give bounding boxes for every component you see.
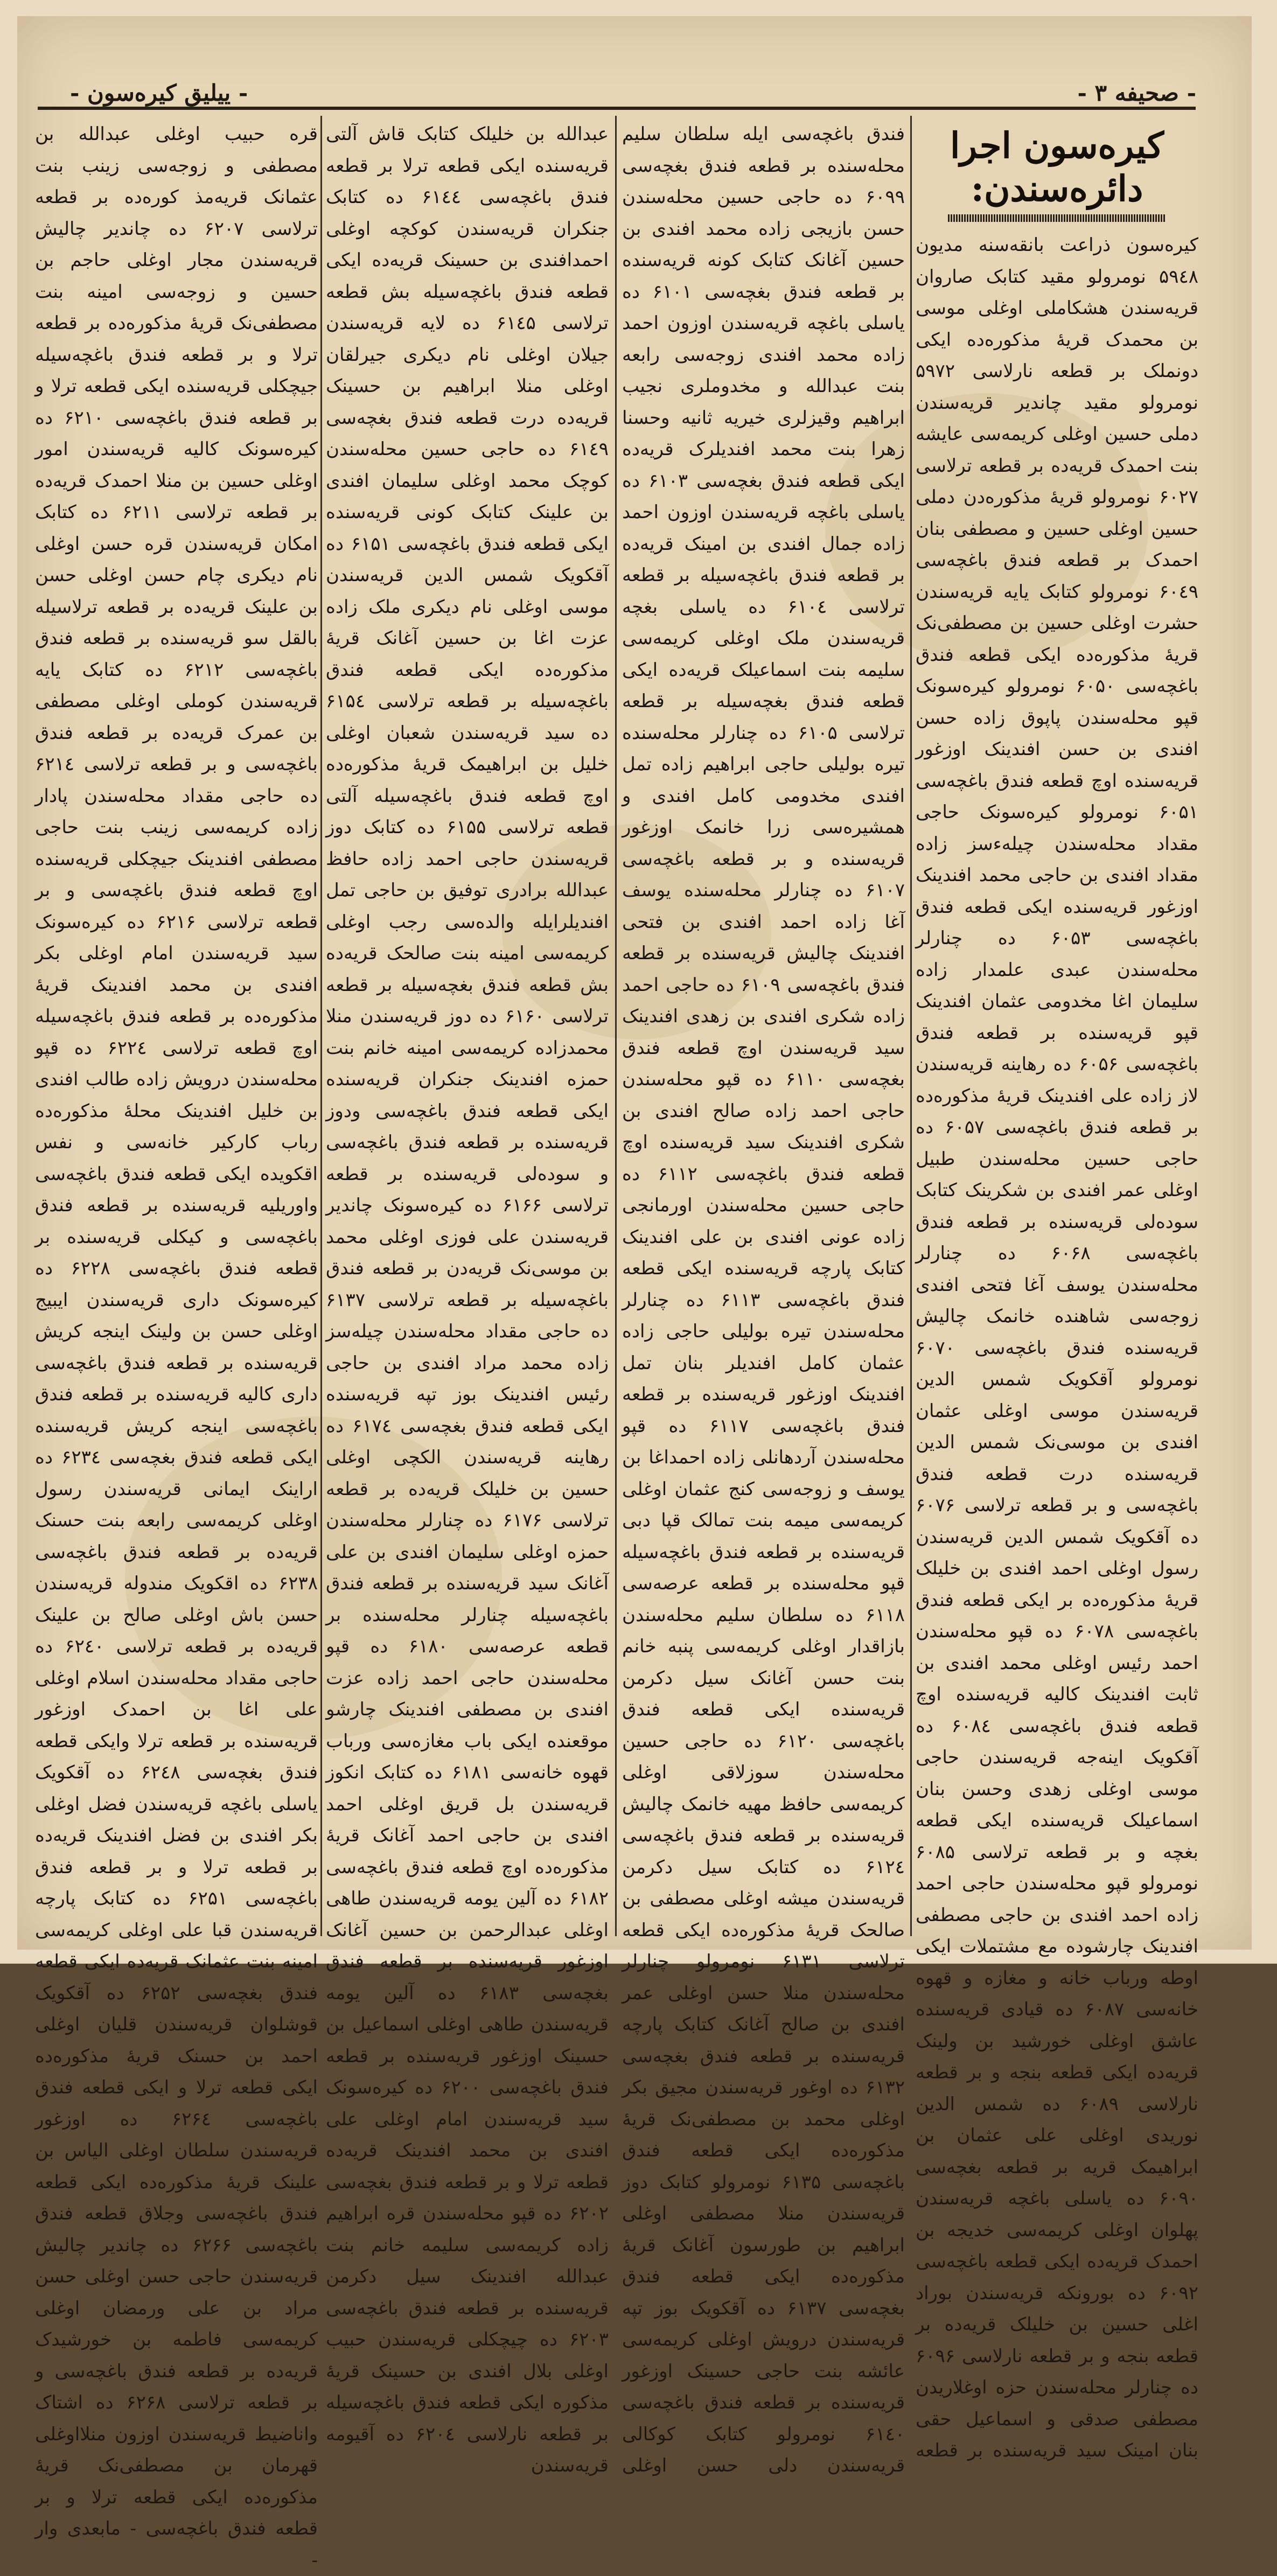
column-3-text: عبدالله بن خلیلک کتابک قاش آلتی قریه‌سنده ایکی قطعه ترلا بر قطعه فندق باغچه‌سی ۶۱٤٤ ده کتابک جنکران قریه‌سندن کوکچه اوغلی احمدافندی بن حسینک قریه‌ده ایکی قطعه فندق باغچه‌سیله بش قطعه ترلاسی ۶۱٤۵ ده لایه قریه‌سندن جیلان اوغلی نام دیکری جیرلقان اوغلی منلا ابراهیم بن حسینک قریه‌ده درت قطعه فندق بغچه‌سی ۶۱٤۹ ده حاجی حسین محله‌سندن کوچک محمد اوغلی سلیمان افندی بن علینک کتابک کونی قریه‌سنده ایکی قطعه فندق باغچه‌سی ۶۱۵۱ ده آقکویک شمس الدین قریه‌سندن موسی اوغلی نام دیکری ملک زاده عزت اغا بن حسین آغانک قریهٔ مذکوره‌ده ایکی قطعه فندق باغچه‌سیله بر قطعه ترلاسی ۶۱۵٤ ده سید قریه‌سندن شعبان اوغلی خلیل بن ابراهیمک قریهٔ مذکوره‌ده اوچ قطعه فندق باغچه‌سیله آلتی قطعه ترلاسی ۶۱۵۵ ده کتابک دوز قریه‌سندن حاجی احمد زاده حافظ عبدالله برادری توفیق بن حاجی تمل افندیلرایله والده‌سی رجب اوغلی کریمه‌سی امینه بنت صالحک قریه‌ده بش قطعه فندق بغچه‌سیله بر قطعه ترلاسی ۶۱۶۰ ده دوز قریه‌سندن منلا محمدزاده کریمه‌سی امینه خانم بنت حمزه افندینک جنکران قریه‌سنده ایکی قطعه فندق باغچه‌سی ودوز قریه‌سنده بر قطعه فندق باغچه‌سی و سوده‌لی قریه‌سنده بر قطعه ترلاسی ۶۱۶۶ ده کیره‌سونک چاندیر قریه‌سندن علی فوزی اوغلی محمد بن موسی‌نک قریه‌دن بر قطعه فندق باغچه‌سیله بر قطعه ترلاسی ۶۱۳۷ ده حاجی مقداد محله‌سندن چیله‌سز زاده محمد مراد افندی بن حاجی رئیس افندینک بوز تپه قریه‌سنده ایکی قطعه فندق بغچه‌سی ۶۱۷٤ ده رهاینه قریه‌سندن الکچی اوغلی حسین بن خلیلک قریه‌ده بر قطعه ترلاسی ۶۱۷۶ ده چنارلر محله‌سندن حمزه اوغلی سلیمان افندی بن علی آغانک سید قریه‌سنده بر قطعه فندق باغچه‌سیله چنارلر محله‌سنده بر قطعه عرصه‌سی ۶۱۸۰ ده قپو محله‌سندن حاجی احمد زاده عزت افندی بن مصطفی افندینک چارشو موقعنده ایکی باب مغازه‌سی ورباب قهوه خانه‌سی ۶۱۸۱ ده کتابک انکوز قریه‌سندن بل قریق اوغلی احمد افندی بن حاجی احمد آغانک قریهٔ مذکوره‌ده اوچ قطعه فندق باغچه‌سی ۶۱۸۲ ده آلین یومه قریه‌سندن طاهی اوغلی عبدالرحمن بن حسین آغانک اوزغور قریه‌سنده بر قطعه فندق بغچه‌سی ۶۱۸۳ ده آلین یومه قریه‌سندن طاهی اوغلی اسماعیل بن حسینک اوزغور قریه‌سنده بر قطعه فندق باغچه‌سی ۶۲۰۰ ده کیره‌سونک سید قریه‌سندن امام اوغلی علی افندی بن محمد افندینک قریه‌ده قطعه ترلا و بر قطعه فندق بغچه‌سی ۶۲۰۲ ده قپو محله‌سندن قره ابراهیم زاده کریمه‌سی سلیمه خانم بنت عبدالله افندینک سیل دکرمن قریه‌سنده بر قطعه فندق باغچه‌سی ۶۲۰۳ ده چیچکلی قریه‌سندن حبیب اوغلی بلال افندی بن حسینک قریهٔ مذکوره ایکی قطعه فندق باغچه‌سیله بر قطعه نارلاسی ۶۲۰٤ ده آقیومه قریه‌سندن xyxy=(326,123,609,2476)
column-separator xyxy=(320,116,322,1936)
column-2-text: فندق باغچه‌سی ایله سلطان سلیم محله‌سنده بر قطعه فندق بغچه‌سی ۶۰۹۹ ده حاجی حسین محله‌سندن حسن بازیجی زاده محمد افندی بن حسین آغانک کتابک کونه قریه‌سنده بر قطعه فندق بغچه‌سی ۶۱۰۱ ده یاسلی باغچه قریه‌سندن اوزون احمد زاده محمد افندی زوجه‌سی رابعه بنت عبدالله و مخدوملری نجیب ابراهیم وقیزلری خیریه ثانیه وحسنا زهرا بنت محمد افندیلرک قریه‌ده ایکی قطعه فندق بغچه‌سی ۶۱۰۳ ده یاسلی باغچه قریه‌سندن اوزون احمد زاده جمال افندی بن امینک قریه‌ده بر قطعه فندق باغچه‌سیله بر قطعه ترلاسی ۶۱۰٤ ده یاسلی بغچه قریه‌سندن ملک اوغلی کریمه‌سی سلیمه بنت اسماعیلک قریه‌ده ایکی قطعه فندق بغچه‌سیله بر قطعه ترلاسی ۶۱۰۵ ده چنارلر محله‌سنده تیره بولیلی حاجی ابراهیم زاده تمل افندی مخدومی کامل افندی و همشیره‌سی زرا خانمک اوزغور قریه‌سنده و بر قطعه باغچه‌سی ۶۱۰۷ ده چنارلر محله‌سنده یوسف آغا زاده احمد افندی بن فتحی افندینک چالیش قریه‌سنده بر قطعه فندق باغچه‌سی ۶۱۰۹ ده حاجی احمد زاده شکری افندی بن زهدی افندینک سید قریه‌سندن اوچ قطعه فندق بغچه‌سی ۶۱۱۰ ده قپو محله‌سندن حاجی احمد زاده صالح افندی بن شکری افندینک سید قریه‌سنده اوچ قطعه فندق باغچه‌سی ۶۱۱۲ ده حاجی حسین محله‌سندن اورمانجی زاده عونی افندی بن علی افندینک کتابک پارچه قریه‌سنده ایکی قطعه فندق باغچه‌سی ۶۱۱۳ ده چنارلر محله‌سندن تیره بولیلی حاجی زاده عثمان کامل افندیلر بنان تمل افندینک اوزغور قریه‌سنده بر قطعه فندق باغچه‌سی ۶۱۱۷ ده قپو محله‌سندن آردهانلی زاده احمداغا بن یوسف و زوجه‌سی کنج عثمان اوغلی کریمه‌سی میمه بنت تمالک قپا دبی قریه‌سنده بر قطعه فندق باغچه‌سیله قپو محله‌سنده بر قطعه عرصه‌سی ۶۱۱۸ ده سلطان سلیم محله‌سندن بازاقدار اوغلی کریمه‌سی پنبه خانم بنت حسن آغانک سیل دکرمن قریه‌سنده ایکی قطعه فندق باغچه‌سی ۶۱۲۰ ده حاجی حسین محله‌سندن سوزلاقی اوغلی کریمه‌سی حافظ مهیه خانمک چالیش قریه‌سنده بر قطعه فندق باغچه‌سی ۶۱۲٤ ده کتابک سیل دکرمن قریه‌سندن میشه اوغلی مصطفی بن صالحک قریهٔ مذکوره‌ده ایکی قطعه ترلاسی ۶۱۳۱ نومرولو چنارلر محله‌سندن منلا حسن اوغلی عمر افندی بن صالح آغانک کتابک پارچه قریه‌سنده بر قطعه فندق بغچه‌سی ۶۱۳۲ ده اوغور قریه‌سندن مجیق بکر اوغلی محمد بن مصطفی‌نک قریهٔ مذکوره‌ده ایکی قطعه فندق باغچه‌سی ۶۱۳۵ نومرولو کتابک دوز قریه‌سندن منلا مصطفی اوغلی ابراهیم بن طورسون آغانک قریهٔ مذکوره‌ده ایکی قطعه فندق بغچه‌سی ۶۱۳۷ ده آقکویک بوز تپه قریه‌سندن درویش اوغلی کریمه‌سی عائشه بنت حاجی حسینک اوزغور قریه‌سنده بر قطعه فندق باغچه‌سی ۶۱٤۰ نومرولو کتابک کوکالی قریه‌سندن دلی حسن اوغلی xyxy=(622,123,905,2476)
column-2 xyxy=(622,118,905,2476)
column-1 xyxy=(916,118,1199,2461)
column-4-text: قره حبیب اوغلی عبدالله بن مصطفی و زوجه‌سی زینب بنت عثمانک قریه‌مذ کوره‌ده بر قطعه ترلاسی ۶۲۰۷ ده چاندیر چالیش قریه‌سندن مجار اوغلی حاجم بن حسین و زوجه‌سی امینه بنت مصطفی‌نک قریهٔ مذکوره‌ده بر قطعه ترلا و بر قطعه فندق باغچه‌سیله جیچکلی قریه‌سنده ایکی قطعه ترلا و بر قطعه فندق باغچه‌سی ۶۲۱۰ ده کیره‌سونک کالیه قریه‌سندن امور اوغلی حسین بن منلا احمدک قریه‌ده بر قطعه ترلاسی ۶۲۱۱ ده کتابک امکان قریه‌سندن قره حسن اوغلی نام دیکری چام حسن اوغلی حسن بن علینک قریه‌ده بر قطعه ترلاسیله بالقل سو قریه‌سنده بر قطعه فندق باغچه‌سی ۶۲۱۲ ده کتابک یایه قریه‌سندن کوملی اوغلی مصطفی بن عمرک قریه‌ده بر قطعه فندق باغچه‌سی و بر قطعه ترلاسی ۶۲۱٤ ده حاجی مقداد محله‌سندن پادار زاده کریمه‌سی زینب بنت حاجی مصطفی افندینک جیچکلی قریه‌سنده اوچ قطعه فندق باغچه‌سی و بر قطعه ترلاسی ۶۲۱۶ ده کیره‌سونک سید قریه‌سندن امام اوغلی بکر افندی بن محمد افندینک قریهٔ مذکوره‌ده بر قطعه فندق باغچه‌سیله اوچ قطعه ترلاسی ۶۲۲٤ ده قپو محله‌سندن درویش زاده طالب افندی بن خلیل افندینک محلهٔ مذکوره‌ده رباب کارکیر خانه‌سی و نفس اقکویده ایکی قطعه فندق باغچه‌سی واوریلیه قریه‌سنده بر قطعه فندق باغچه‌سی و کیکلی قریه‌سنده بر قطعه فندق باغچه‌سی ۶۲۲۸ ده کیره‌سونک داری قریه‌سندن ایبیج اوغلی حسن بن ولینک اینجه کریش قریه‌سنده بر قطعه فندق باغچه‌سی داری کالیه قریه‌سنده بر قطعه فندق باغچه‌سی اینجه کریش قریه‌سنده ایکی قطعه فندق بغچه‌سی ۶۲۳٤ ده اراینک ایمانی قریه‌سندن رسول اوغلی کریمه‌سی رابعه بنت حسنک قریه‌ده بر قطعه فندق باغچه‌سی ۶۲۳۸ ده اقکویک مندوله قریه‌سندن حسن باش اوغلی صالح بن علینک قریه‌ده بر قطعه ترلاسی ۶۲٤۰ ده حاجی مقداد محله‌سندن اسلام اوغلی علی اغا بن احمدک اوزغور قریه‌سنده بر قطعه ترلا وایکی قطعه فندق بغچه‌سی ۶۲٤۸ ده آقکویک یاسلی باغچه قریه‌سندن فضل اوغلی بکر افندی بن فضل افندینک قریه‌ده بر قطعه ترلا و بر قطعه فندق باغچه‌سی ۶۲۵۱ ده کتابک پارچه قریه‌سندن قبا علی اوغلی کریمه‌سی امینه بنت عثمانک قریه‌ده ایکی قطعه فندق بغچه‌سی ۶۲۵۲ ده آقکویک قوشلوان قریه‌سندن قلیان اوغلی احمد بن حسنک قریهٔ مذکوره‌ده ایکی قطعه ترلا و ایکی قطعه فندق باغچه‌سی ۶۲۶٤ ده اوزغور قریه‌سندن سلطان اوغلی الیاس بن علینک قریهٔ مذکوره‌ده ایکی قطعه فندق باغچه‌سی وجلاق قطعه فندق باغچه‌سی ۶۲۶۶ ده چاندیر چالیش قریه‌سندن حاجی حسن اوغلی حسن مراد بن علی ورمضان اوغلی کریمه‌سی فاطمه بن خورشیدک قریه‌ده بر قطعه فندق باغچه‌سی و بر قطعه ترلاسی ۶۲۶۸ ده اشتاک واناضیط قریه‌سندن اوزون منلااوغلی قهرمان بن مصطفی‌نک قریهٔ مذکوره‌ده ایکی قطعه ترلا و بر قطعه فندق باغچه‌سی - مابعدی وار - xyxy=(35,123,318,2571)
column-4 xyxy=(35,118,318,2571)
column-separator xyxy=(910,116,912,1936)
newspaper-title-label: - ییلیق کیره‌سون - xyxy=(70,80,248,106)
column-3 xyxy=(326,118,609,2476)
column-1-text: کیره‌سون ذراعت بانقه‌سنه مدیون ۵۹٤۸ نومرولو مقید کتابک صاروان قریه‌سندن هشکاملی اوغلی موسی بن محمدک قریهٔ مذکوره‌ده ایکی دونملک بر قطعه نارلاسی ۵۹۷۲ نومرولو مقید چاندیر قریه‌سندن دملی حسین اوغلی کریمه‌سی عایشه بنت احمدک قریه‌ده بر قطعه ترلاسی ۶۰۲۷ نومرولو قریهٔ مذکوره‌دن دملی حسین اوغلی حسین و مصطفی بنان احمدک بر قطعه فندق باغچه‌سی ۶۰٤۹ نومرولو کتابک یایه قریه‌سندن حشرت اوغلی حسین بن مصطفی‌نک قریهٔ مذکوره‌ده ایکی قطعه فندق باغچه‌سی ۶۰۵۰ نومرولو کیره‌سونک قپو محله‌سندن پاپوق زاده حسن افندی بن حسن افندینک اوزغور قریه‌سنده اوچ قطعه فندق باغچه‌سی ۶۰۵۱ نومرولو کیره‌سونک حاجی مقداد محله‌سندن چیلهء‌سز زاده مقداد افندی بن حاجی محمد افندینک اوزغور قریه‌سنده ایکی قطعه فندق باغچه‌سی ۶۰۵۳ ده چنارلر محله‌سندن عبدی علمدار زاده سلیمان اغا مخدومی عثمان افندینک قپو قریه‌سنده بر قطعه فندق باغچه‌سی ۶۰۵۶ ده رهاینه قریه‌سندن لاز زاده علی افندینک قریهٔ مذکوره‌ده بر قطعه فندق باغچه‌سی ۶۰۵۷ ده حاجی حسین محله‌سندن طبیل اوغلی عمر افندی بن شکرینک کتابک سوده‌لی قریه‌سنده بر قطعه فندق باغچه‌سی ۶۰۶۸ ده چنارلر محله‌سندن یوسف آغا فتحی افندی زوجه‌سی شاهنده خانمک چالیش قریه‌سنده فندق باغچه‌سی ۶۰۷۰ نومرولو آقکویک شمس الدین قریه‌سندن موسی اوغلی عثمان افندی بن موسی‌نک شمس الدین قریه‌سنده درت قطعه فندق باغچه‌سی و بر قطعه ترلاسی ۶۰۷۶ ده آقکویک شمس الدین قریه‌سندن رسول اوغلی احمد افندی بن خلیلک قریهٔ مذکوره‌ده بر ایکی قطعه فندق باغچه‌سی ۶۰۷۸ ده قپو محله‌سندن احمد رئیس اوغلی محمد افندی بن ثابت افندینک کالیه قریه‌سنده اوچ قطعه فندق باغچه‌سی ۶۰۸٤ ده آقکویک اینه‌جه قریه‌سندن حاجی موسی اوغلی زهدی وحسن بنان اسماعیلک قریه‌سنده ایکی قطعه بغچه و بر قطعه ترلاسی ۶۰۸۵ نومرولو قپو محله‌سندن حاجی احمد زاده احمد افندی بن حاجی مصطفی افندینک چارشوده مع مشتملات ایکی اوطه ورباب خانه و مغازه و قهوه خانه‌سی ۶۰۸۷ ده قیادی قریه‌سنده عاشق اوغلی خورشید بن ولینک قریه‌ده ایکی قطعه بنجه و بر قطعه نارلاسی ۶۰۸۹ ده شمس الدین نوریدی اوغلی علی عثمان بن ابراهیمک قریه بر قطعه بغچه‌سی ۶۰۹۰ ده یاسلی باغچه قریه‌سندن پهلوان اوغلی کریمه‌سی خدیجه بن احمدک قریه‌ده ایکی قطعه باغچه‌سی ۶۰۹۲ ده بورونکه قریه‌سندن بوراد اغلی حسین بن خلیلک قریه‌ده بر قطعه بنجه و بر قطعه نارلاسی ۶۰۹۶ ده چنارلر محله‌سندن حزه اوغلاریدن مصطفی صدقی و اسماعیل حقی بنان امینک سید قریه‌سنده بر قطعه xyxy=(916,234,1199,2461)
headline-underline xyxy=(948,214,1166,222)
column-separator xyxy=(615,116,617,1936)
page-number-label: - صحیفه ۳ - xyxy=(1077,80,1196,106)
notice-headline: کیره‌سون اجرا دائره‌سندن: xyxy=(950,124,1164,210)
header-rule xyxy=(38,107,1196,110)
